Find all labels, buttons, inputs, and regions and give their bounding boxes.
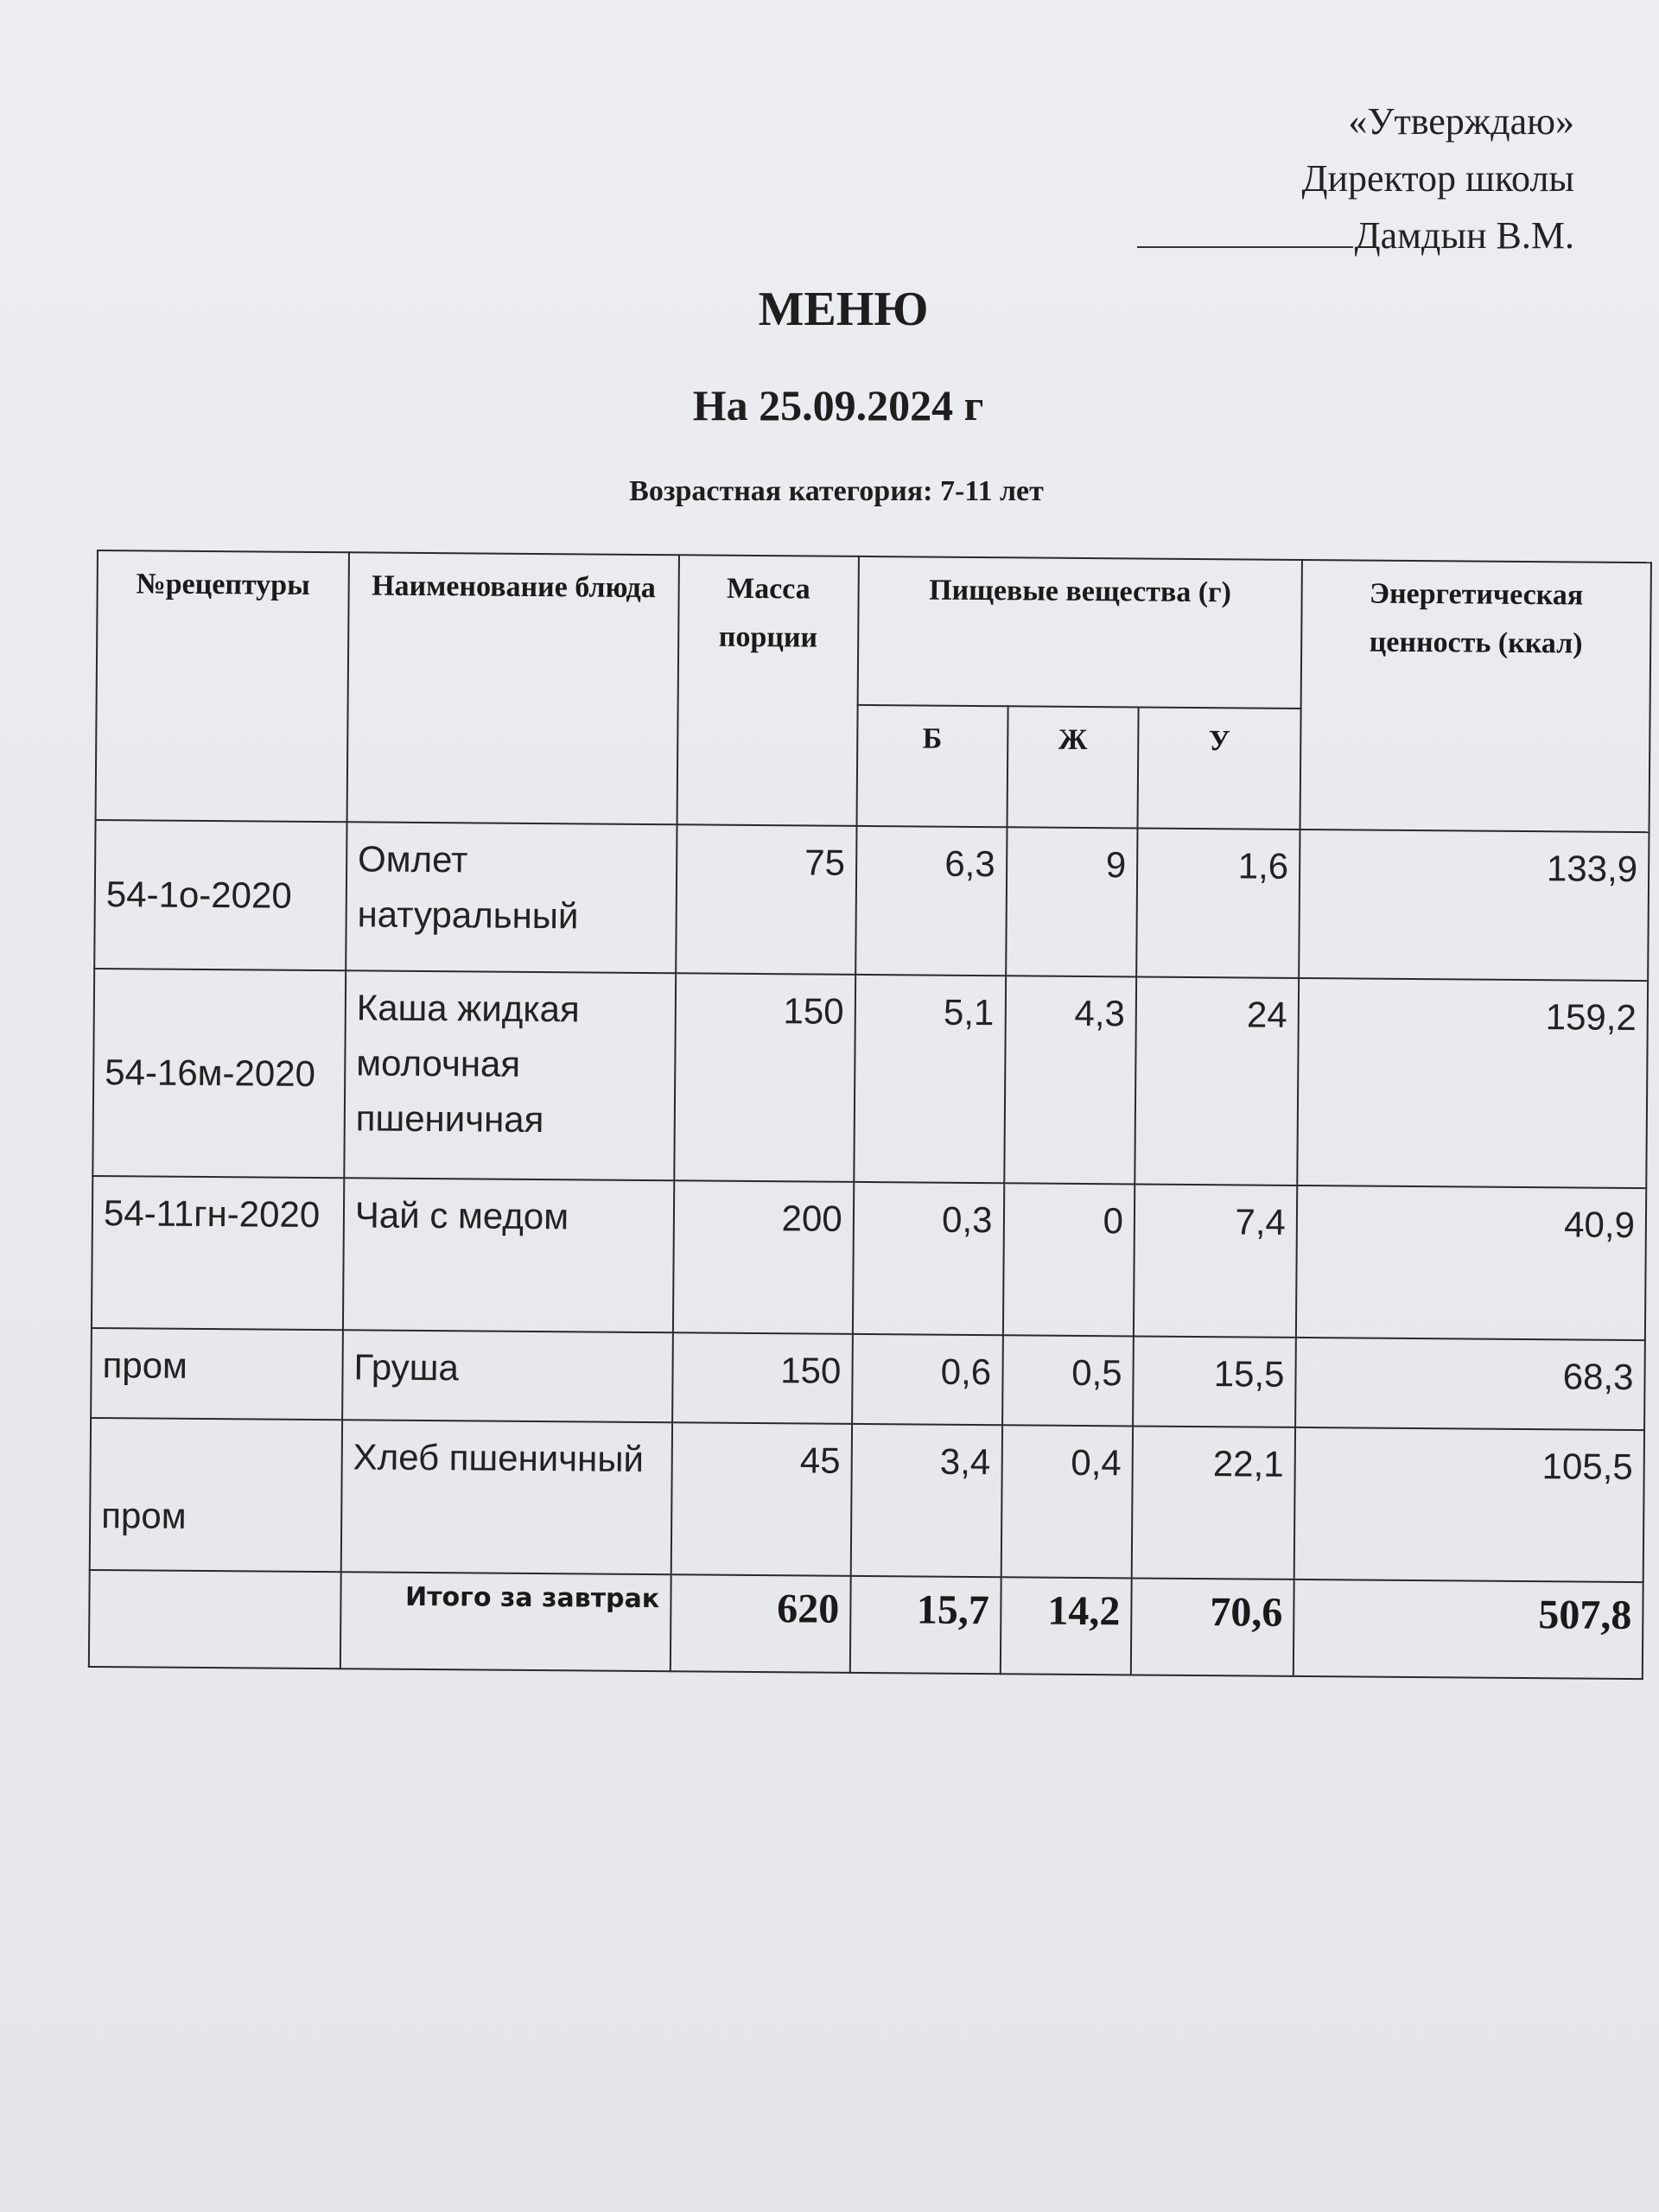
cell-u: 24 [1135,976,1299,1185]
table-row [92,1176,1646,1340]
cell-mass: 200 [673,1180,854,1334]
cell-energy: 40,9 [1296,1185,1646,1340]
header-name: Наименование блюда [346,552,678,824]
cell-recipe: 54-16м-2020 [92,969,346,1178]
table-row [91,1328,1645,1430]
approval-position: Директор школы [1301,157,1574,200]
cell-mass: 150 [674,973,855,1182]
cell-b: 5,1 [854,975,1006,1183]
table-row [90,1418,1644,1582]
total-zh: 14,2 [1000,1577,1131,1675]
cell-recipe: пром [91,1328,343,1420]
header-b: Б [856,705,1007,827]
cell-zh: 0 [1002,1183,1135,1336]
total-mass: 620 [671,1574,851,1673]
approval-name: Дамдын В.М. [1354,214,1574,257]
cell-name: Хлеб пшеничный [341,1420,672,1574]
approval-signature-line [1137,207,1574,264]
total-energy: 507,8 [1294,1580,1643,1679]
approval-block [1137,93,1574,264]
header-u: У [1138,707,1301,829]
cell-zh: 0,4 [1001,1425,1133,1578]
age-category: Возрастная категория: 7-11 лет [629,475,1044,507]
cell-b: 0,3 [853,1182,1004,1335]
cell-energy: 68,3 [1295,1338,1645,1430]
menu-table [88,550,1652,1680]
cell-zh: 4,3 [1004,976,1136,1184]
cell-b: 0,6 [852,1334,1003,1425]
cell-u: 22,1 [1132,1426,1295,1579]
header-recipe: №рецептуры [96,550,349,822]
total-row [89,1570,1643,1679]
cell-mass: 150 [672,1332,853,1424]
header-energy: Энергетическая ценность (ккал) [1300,560,1651,832]
cell-b: 6,3 [855,826,1007,976]
header-mass: Масса порции [677,555,859,826]
cell-recipe: 54-11гн-2020 [92,1176,344,1330]
cell-u: 7,4 [1134,1184,1297,1337]
header-row [97,550,1651,711]
cell-mass: 45 [671,1422,851,1576]
cell-name: Чай с медом [343,1178,674,1332]
cell-name: Омлет натуральный [346,822,677,973]
cell-mass: 75 [676,824,856,975]
cell-energy: 159,2 [1297,978,1648,1188]
total-b: 15,7 [850,1576,1001,1674]
total-u: 70,6 [1131,1578,1294,1675]
cell-u: 1,6 [1136,828,1300,977]
cell-zh: 0,5 [1002,1335,1134,1426]
table-row [94,820,1649,981]
cell-energy: 133,9 [1299,830,1649,981]
header-zh: Ж [1007,706,1139,828]
total-label: Итого за завтрак [340,1572,671,1671]
signature-blank [1137,212,1353,248]
cell-name: Груша [342,1330,673,1422]
header-nutrients: Пищевые вещества (г) [857,556,1301,709]
cell-name: Каша жидкая молочная пшеничная [344,970,676,1180]
cell-recipe: пром [90,1418,342,1572]
cell-u: 15,5 [1133,1336,1296,1427]
cell-energy: 105,5 [1294,1427,1644,1582]
approval-title: «Утверждаю» [1348,100,1574,143]
menu-date: На 25.09.2024 г [692,381,984,429]
page-title: МЕНЮ [758,283,929,336]
table-row [92,969,1648,1188]
cell-recipe-empty [89,1570,341,1669]
cell-b: 3,4 [850,1424,1001,1577]
cell-recipe: 54-1о-2020 [94,820,346,970]
cell-zh: 9 [1006,827,1138,976]
